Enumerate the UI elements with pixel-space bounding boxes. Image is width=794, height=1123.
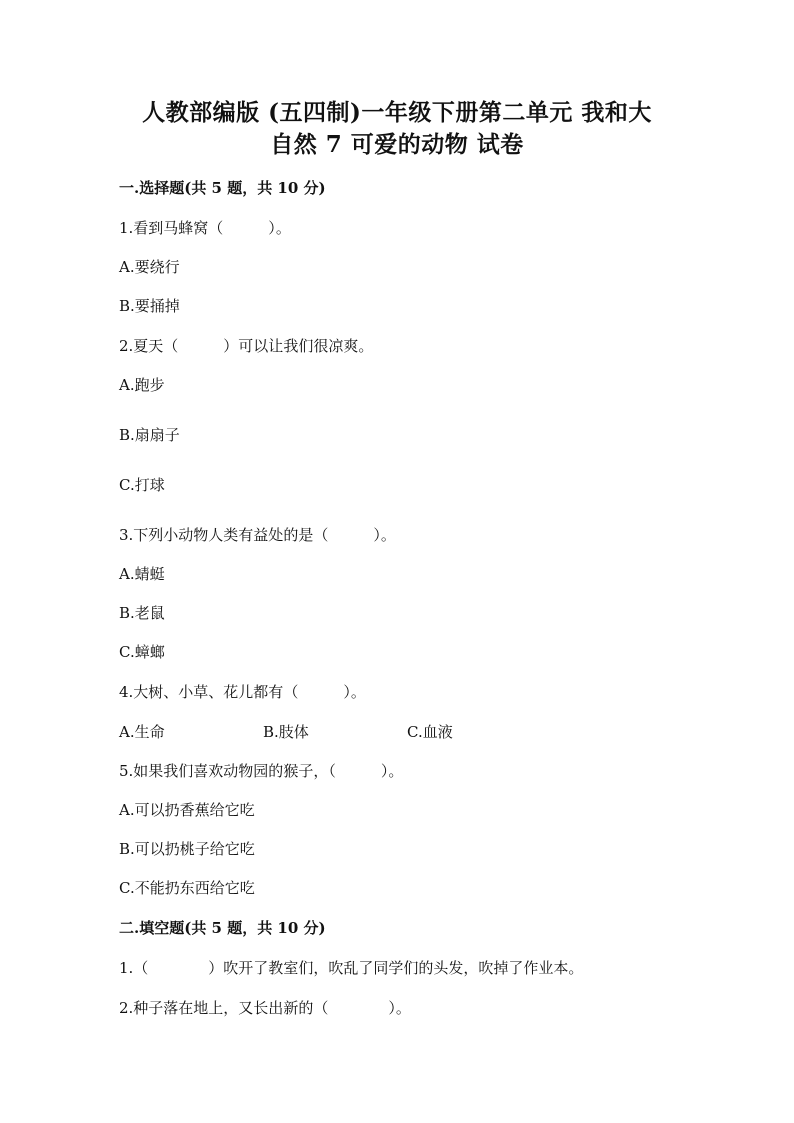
question-4-option-b: B.肢体 [263,723,309,741]
question-5-option-a: A.可以扔香蕉给它吃 [119,801,255,819]
question-2-option-a: A.跑步 [119,376,165,394]
question-3-option-c: C.蟑螂 [119,643,165,661]
question-3-option-a: A.蜻蜓 [119,565,165,583]
fill-question-1: 1.（ ）吹开了教室们，吹乱了同学们的头发，吹掉了作业本。 [119,959,584,977]
question-4-option-a: A.生命 [119,723,165,741]
document-title-line-1: 人教部编版 (五四制)一年级下册第二单元 我和大 [142,99,652,126]
question-1-option-b: B.要捅掉 [119,297,180,315]
question-3-option-b: B.老鼠 [119,604,165,622]
question-2-option-c: C.打球 [119,476,165,494]
question-4-option-c: C.血液 [407,723,453,741]
question-4-stem: 4.大树、小草、花儿都有（ ）。 [119,683,366,701]
question-5-option-b: B.可以扔桃子给它吃 [119,840,255,858]
question-3-stem: 3.下列小动物人类有益处的是（ ）。 [119,526,396,544]
section-heading-choice: 一.选择题(共 5 题，共 10 分) [119,179,326,197]
section-heading-fill-in: 二.填空题(共 5 题，共 10 分) [119,919,326,937]
question-5-stem: 5.如果我们喜欢动物园的猴子，（ ）。 [119,762,404,780]
question-5-option-c: C.不能扔东西给它吃 [119,879,255,897]
fill-question-2: 2.种子落在地上，又长出新的（ ）。 [119,999,411,1017]
question-1-stem: 1.看到马蜂窝（ ）。 [119,219,291,237]
question-2-stem: 2.夏天（ ）可以让我们很凉爽。 [119,337,374,355]
document-title-line-2: 自然 7 可爱的动物 试卷 [270,131,524,158]
question-1-option-a: A.要绕行 [119,258,180,276]
question-2-option-b: B.扇扇子 [119,426,180,444]
